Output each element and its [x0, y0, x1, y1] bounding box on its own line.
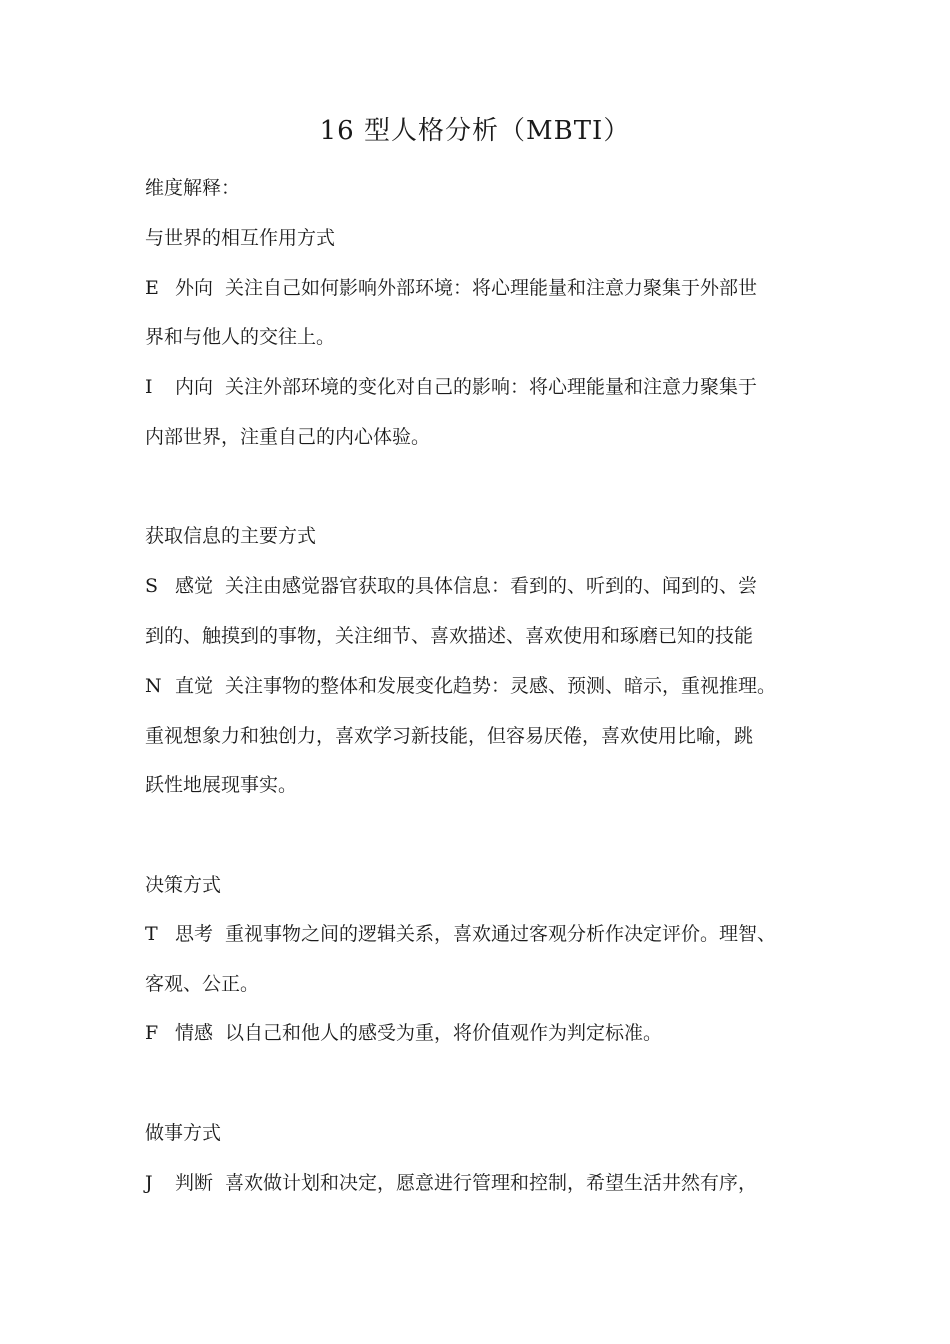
dimension-letter: I: [145, 376, 153, 398]
section-heading: 决策方式: [145, 874, 222, 896]
dimension-entry-t: [145, 922, 825, 946]
dimension-letter: E: [145, 277, 159, 299]
dimension-name: 外向: [175, 277, 214, 299]
dimension-description: 喜欢做计划和决定，愿意进行管理和控制，希望生活井然有序，: [225, 1172, 758, 1194]
dimension-name: 情感: [175, 1022, 214, 1044]
dimension-name: 思考: [175, 923, 214, 945]
dimension-entry-i: [145, 375, 825, 399]
dimension-description-continued: 界和与他人的交往上。: [145, 326, 336, 348]
dimension-entry-f: [145, 1021, 825, 1045]
dimension-description: 以自己和他人的感受为重，将价值观作为判定标准。: [225, 1022, 663, 1044]
dimension-letter: N: [145, 675, 162, 697]
dimension-letter: J: [145, 1172, 153, 1194]
dimension-name: 感觉: [175, 575, 214, 597]
dimension-description: 关注外部环境的变化对自己的影响：将心理能量和注意力聚集于: [225, 376, 758, 398]
dimension-entry-e: [145, 276, 825, 300]
dimension-description: 关注自己如何影响外部环境：将心理能量和注意力聚集于外部世: [225, 277, 758, 299]
section-heading: 与世界的相互作用方式: [145, 227, 336, 249]
dimension-letter: S: [145, 575, 159, 597]
dimension-description-continued: 客观、公正。: [145, 973, 260, 995]
dimension-entry-j: [145, 1171, 825, 1195]
dimension-description-continued: 内部世界，注重自己的内心体验。: [145, 426, 431, 448]
dimension-letter: T: [145, 923, 158, 945]
dimension-description: 关注由感觉器官获取的具体信息：看到的、听到的、闻到的、尝: [225, 575, 758, 597]
dimension-description-continued: 重视想象力和独创力，喜欢学习新技能，但容易厌倦，喜欢使用比喻，跳: [145, 725, 754, 747]
page-title: 16 型人格分析（MBTI）: [319, 116, 631, 146]
dimension-name: 内向: [175, 376, 214, 398]
dimension-entry-s: [145, 574, 825, 598]
dimension-description: 重视事物之间的逻辑关系，喜欢通过客观分析作决定评价。理智、: [225, 923, 777, 945]
intro-label: 维度解释：: [145, 177, 241, 199]
dimension-entry-n: [145, 674, 825, 698]
dimension-description-continued: 跃性地展现事实。: [145, 774, 298, 796]
dimension-name: 直觉: [175, 675, 214, 697]
dimension-letter: F: [145, 1022, 159, 1044]
dimension-description-continued: 到的、触摸到的事物，关注细节、喜欢描述、喜欢使用和琢磨已知的技能: [145, 625, 754, 647]
dimension-description: 关注事物的整体和发展变化趋势：灵感、预测、暗示，重视推理。: [225, 675, 777, 697]
dimension-name: 判断: [175, 1172, 214, 1194]
section-heading: 做事方式: [145, 1122, 222, 1144]
section-heading: 获取信息的主要方式: [145, 525, 317, 547]
